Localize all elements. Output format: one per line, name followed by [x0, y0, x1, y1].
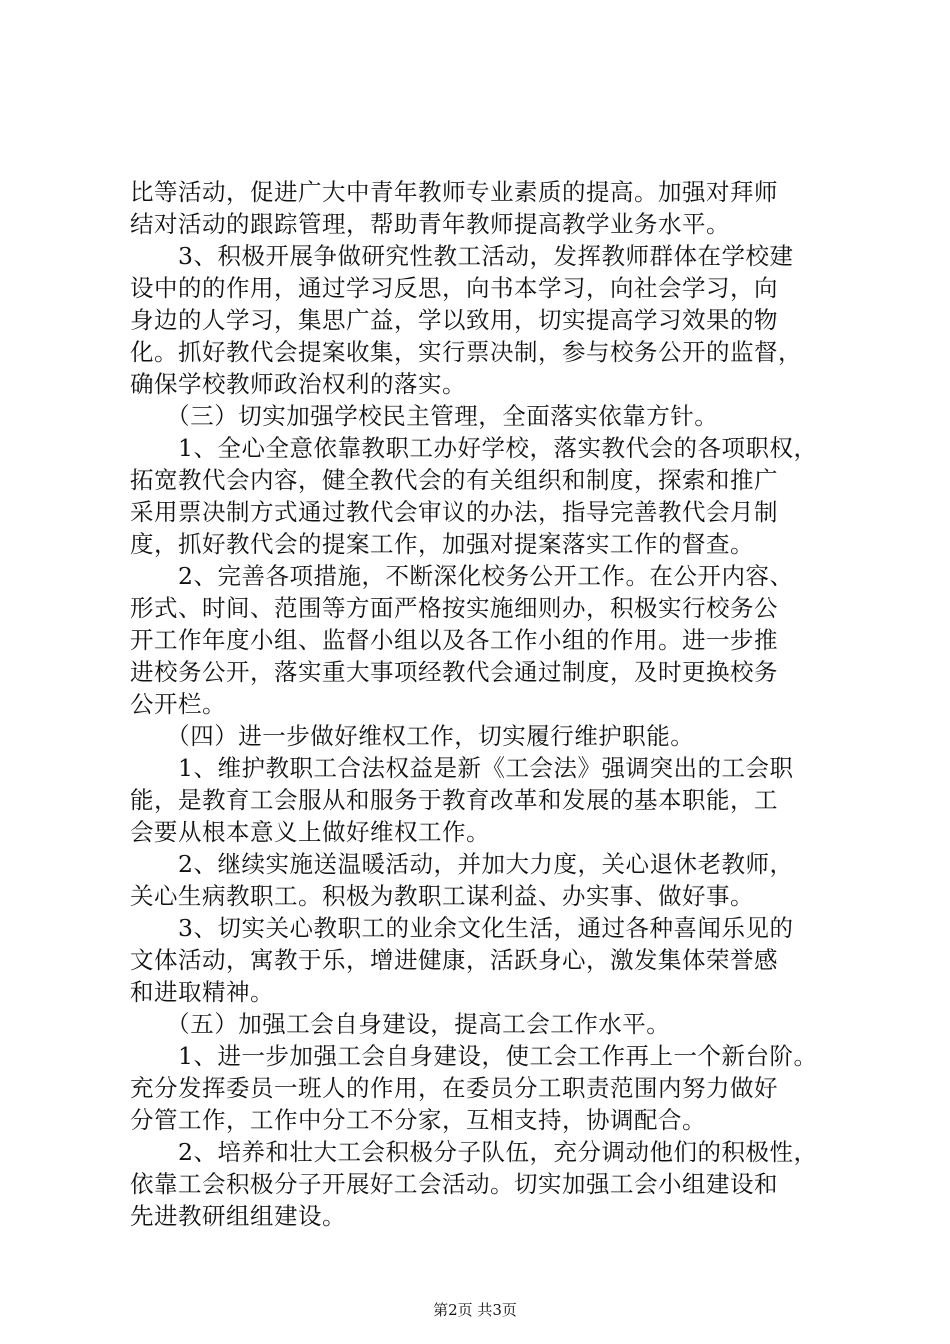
body-text-line: 采用票决制方式通过教代会审议的办法，指导完善教代会月制: [130, 498, 778, 526]
body-text-line: 分管工作，工作中分工不分家，互相支持，协调配合。: [130, 1106, 706, 1134]
body-text-line: 充分发挥委员一班人的作用，在委员分工职责范围内努力做好: [130, 1074, 778, 1102]
body-text-line: 能，是教育工会服从和服务于教育改革和发展的基本职能，工: [130, 786, 778, 814]
section-heading: （五）加强工会自身建设，提高工会工作水平。: [130, 1010, 671, 1038]
body-text-line: 先进教研组组建设。: [130, 1202, 346, 1230]
body-text-line: 比等活动，促进广大中青年教师专业素质的提高。加强对拜师: [130, 178, 778, 206]
body-text-line: 结对活动的跟踪管理，帮助青年教师提高教学业务水平。: [130, 210, 730, 238]
body-text-line: 关心生病教职工。积极为教职工谋利益、办实事、做好事。: [130, 882, 754, 910]
section-heading: （四）进一步做好维权工作，切实履行维护职能。: [130, 722, 695, 750]
body-text-line: 1、维护教职工合法权益是新《工会法》强调突出的工会职: [130, 754, 794, 782]
body-text-line: 形式、时间、范围等方面严格按实施细则办，积极实行校务公: [130, 594, 778, 622]
body-text-line: 依靠工会积极分子开展好工会活动。切实加强工会小组建设和: [130, 1170, 778, 1198]
body-text-line: 拓宽教代会内容，健全教代会的有关组织和制度，探索和推广: [130, 466, 778, 494]
body-text-line: 开工作年度小组、监督小组以及各工作小组的作用。进一步推: [130, 626, 778, 654]
body-text-line: 会要从根本意义上做好维权工作。: [130, 818, 490, 846]
section-heading: （三）切实加强学校民主管理，全面落实依靠方针。: [130, 402, 719, 430]
body-text-line: 进校务公开，落实重大事项经教代会通过制度，及时更换校务: [130, 658, 778, 686]
body-text-line: 和进取精神。: [130, 978, 274, 1006]
body-text-line: 确保学校教师政治权利的落实。: [130, 370, 466, 398]
body-text-line: 1、全心全意依靠教职工办好学校，落实教代会的各项职权，: [130, 434, 818, 462]
body-text-line: 度，抓好教代会的提案工作，加强对提案落实工作的督查。: [130, 530, 754, 558]
body-text-line: 身边的人学习，集思广益，学以致用，切实提高学习效果的物: [130, 306, 778, 334]
body-text-line: 1、进一步加强工会自身建设，使工会工作再上一个新台阶。: [130, 1042, 818, 1070]
body-text-line: 2、继续实施送温暖活动，并加大力度，关心退休老教师，: [130, 850, 794, 878]
body-text-line: 2、完善各项措施，不断深化校务公开工作。在公开内容、: [130, 562, 794, 590]
body-text-line: 公开栏。: [130, 690, 226, 718]
body-text-line: 文体活动，寓教于乐，增进健康，活跃身心，激发集体荣誉感: [130, 946, 778, 974]
page-footer: 第2页 共3页: [433, 1301, 517, 1319]
body-text-line: 3、积极开展争做研究性教工活动，发挥教师群体在学校建: [130, 242, 794, 270]
body-text-line: 化。抓好教代会提案收集，实行票决制，参与校务公开的监督，: [130, 338, 802, 366]
body-text-line: 3、切实关心教职工的业余文化生活，通过各种喜闻乐见的: [130, 914, 794, 942]
body-text-line: 2、培养和壮大工会积极分子队伍，充分调动他们的积极性，: [130, 1138, 818, 1166]
body-text-line: 设中的的作用，通过学习反思，向书本学习，向社会学习，向: [130, 274, 778, 302]
